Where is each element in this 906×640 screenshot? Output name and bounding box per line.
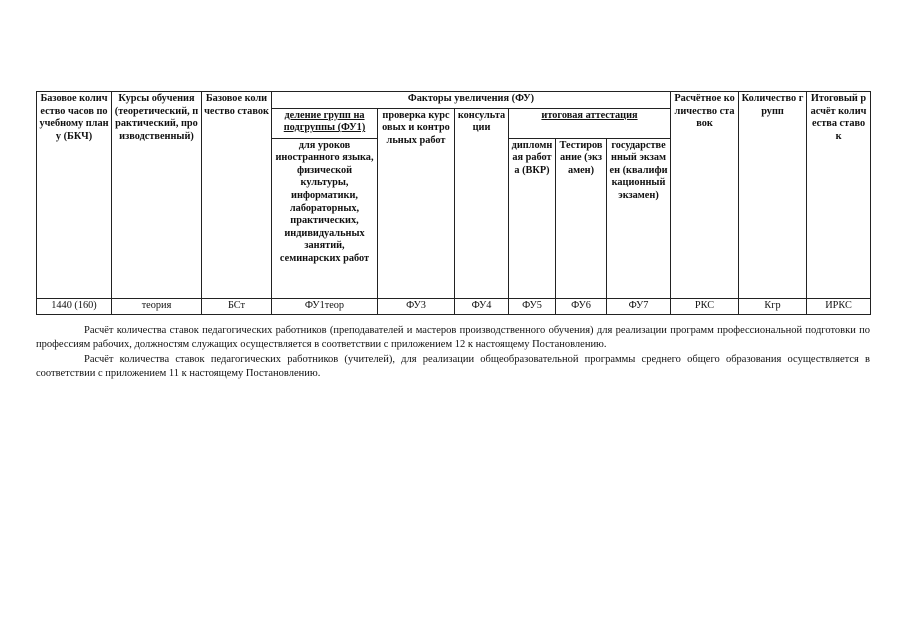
paragraph: Расчёт количества ставок педагогических работников (учителей), для реализации общеобразовательной программы среднего общего образования осуществляется в соответствии с приложением 11 к настоящему Постановлению.: [36, 353, 870, 380]
header-calc-rates: Расчётное количество ставок: [671, 92, 739, 299]
value-cell: ФУ1теор: [272, 298, 378, 314]
header-state-exam: государственный экзамен (квалификационный экзамен): [607, 138, 671, 298]
value-cell: ФУ7: [607, 298, 671, 314]
header-bkch: Базовое количество часов по учебному плану (БКЧ): [37, 92, 112, 299]
header-final-attestation: итоговая аттестация: [509, 108, 671, 138]
document-page: [36, 91, 870, 382]
header-total: Итоговый расчёт количества ставок: [807, 92, 871, 299]
value-cell: ФУ5: [509, 298, 556, 314]
header-groups: Количество групп: [739, 92, 807, 299]
header-division-body: для уроков иностранного языка, физической культуры, информатики, лабораторных, практических, индивидуальных занятий, семинарских работ: [272, 138, 378, 298]
body-text: [36, 324, 870, 382]
value-cell: ФУ3: [378, 298, 455, 314]
value-cell: Кгр: [739, 298, 807, 314]
header-checking: проверка курсовых и контрольных работ: [378, 108, 455, 298]
rates-table: [36, 91, 871, 315]
header-base-rates: Базовое количество ставок: [202, 92, 272, 299]
value-cell: 1440 (160): [37, 298, 112, 314]
header-diploma: дипломная работа (ВКР): [509, 138, 556, 298]
value-cell: ФУ4: [455, 298, 509, 314]
paragraph: Расчёт количества ставок педагогических работников (преподавателей и мастеров производственного обучения) для реализации программ профессиональной подготовки по профессиям рабочих, должностям служащих осуществляется в соответствии с приложением 12 к настоящему Постановлению.: [36, 324, 870, 351]
header-testing: Тестирование (экзамен): [556, 138, 607, 298]
value-cell: БСт: [202, 298, 272, 314]
header-courses: Курсы обучения (теоретический, практический, производственный): [112, 92, 202, 299]
value-cell: ИРКС: [807, 298, 871, 314]
value-cell: теория: [112, 298, 202, 314]
value-cell: РКС: [671, 298, 739, 314]
header-division-top: деление групп на подгруппы (ФУ1): [272, 108, 378, 138]
value-cell: ФУ6: [556, 298, 607, 314]
header-factors: Факторы увеличения (ФУ): [272, 92, 671, 109]
header-consult: консультации: [455, 108, 509, 298]
